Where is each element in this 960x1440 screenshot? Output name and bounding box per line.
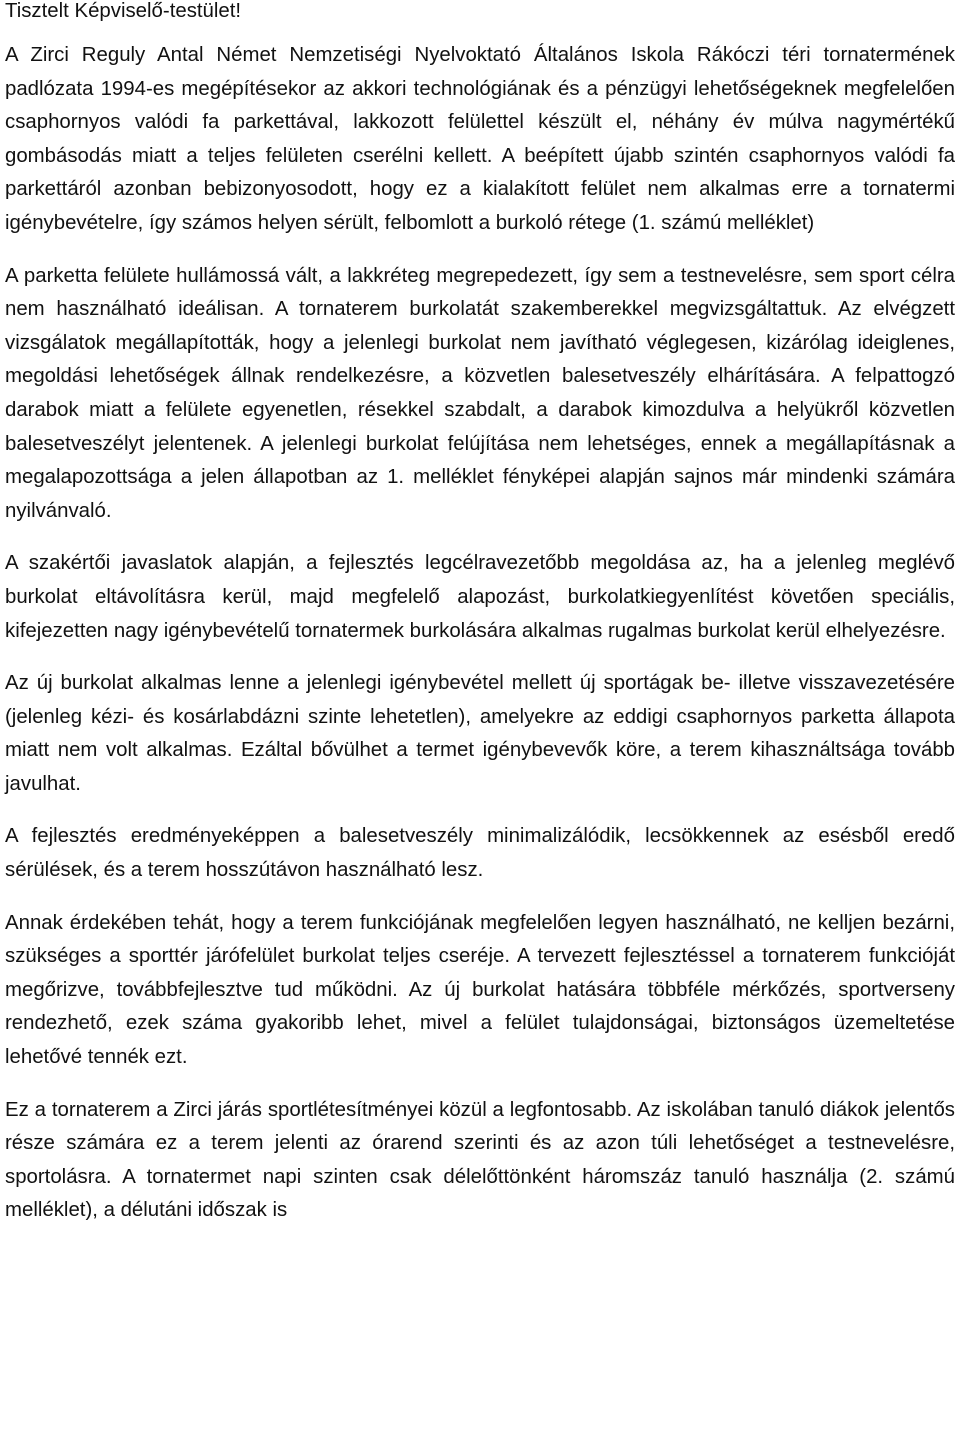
paragraph-7: Ez a tornaterem a Zirci járás sportlétesítményei közül a legfontosabb. Az iskolában tanuló diákok jelentős része számára ez a terem jelenti az órarend szerinti és az azon túli lehetőséget a testnevelésre, sportolásra. A tornatermet napi szinten csak délelőttönként háromszáz tanuló használja (2. számú melléklet), a délutáni időszak is [5,1098,955,1222]
paragraph-5: A fejlesztés eredményeképpen a balesetveszély minimalizálódik, lecsökkennek az esésből eredő sérülések, és a terem hosszútávon használható lesz. [5,825,955,882]
paragraph-6: Annak érdekében tehát, hogy a terem funkciójának megfelelően legyen használható, ne kelljen bezárni, szükséges a sporttér járófelület burkolat teljes cseréje. A tervezett fejlesztéssel a tornaterem funkcióját megőrizve, továbbfejlesztve tud működni. Az új burkolat hatására többféle mérkőzés, sportverseny rendezhető, ezek száma gyakoribb lehet, mivel a felület tulajdonságai, biztonságos üzemeltetése lehetővé tennék ezt. [5,911,955,1069]
paragraph-1: A Zirci Reguly Antal Német Nemzetiségi Nyelvoktató Általános Iskola Rákóczi téri tornatermének padlózata 1994-es megépítésekor az akkori technológiának és a pénzügyi lehetőségeknek megfelelően csaphornyos valódi fa parkettával, lakkozott felülettel készült el, néhány év múlva nagymértékű gombásodás miatt a teljes felületen cserélni kellett. A beépített újabb szintén csaphornyos valódi fa parkettáról azonban bebizonyosodott, hogy ez a kialakított felület nem alkalmas erre a tornatermi igénybevételre, így számos helyen sérült, felbomlott a burkoló rétege (1. számú melléklet) [5,44,955,234]
paragraph-4: Az új burkolat alkalmas lenne a jelenlegi igénybevétel mellett új sportágak be- illetve visszavezetésére (jelenleg kézi- és kosárlabdázni szinte lehetetlen), amelyekre az eddigi csaphornyos parketta állapota miatt nem volt alkalmas. Ezáltal bővülhet a termet igénybevevők köre, a terem kihasználtsága tovább javulhat. [5,672,955,795]
salutation: Tisztelt Képviselő-testület! [5,0,242,22]
paragraph-3: A szakértői javaslatok alapján, a fejlesztés legcélravezetőbb megoldása az, ha a jelenleg meglévő burkolat eltávolításra kerül, majd megfelelő alapozást, burkolatkiegyenlítést követően speciális, kifejezetten nagy igénybevételű tornatermek burkolására alkalmas rugalmas burkolat kerül elhelyezésre. [5,552,955,642]
paragraph-2: A parketta felülete hullámossá vált, a lakkréteg megrepedezett, így sem a testnevelésre, sem sport célra nem használható ideálisan. A tornaterem burkolatát szakemberekkel megvizsgáltattuk. Az elvégzett vizsgálatok megállapították, hogy a jelenlegi burkolat nem javítható véglegesen, kizárólag ideiglenes, megoldási lehetőségek állnak rendelkezésre, a közvetlen balesetveszély elhárítására. A felpattogzó darabok miatt a felülete egyenetlen, résekkel szabdalt, a darabok kimozdulva a helyükről közvetlen balesetveszélyt jelentenek. A jelenlegi burkolat felújítása nem lehetséges, ennek a megállapításnak a megalapozottsága a jelen állapotban az 1. melléklet fényképei alapján sajnos már mindenki számára nyilvánvaló. [5,264,955,522]
document-page [5,0,955,1228]
